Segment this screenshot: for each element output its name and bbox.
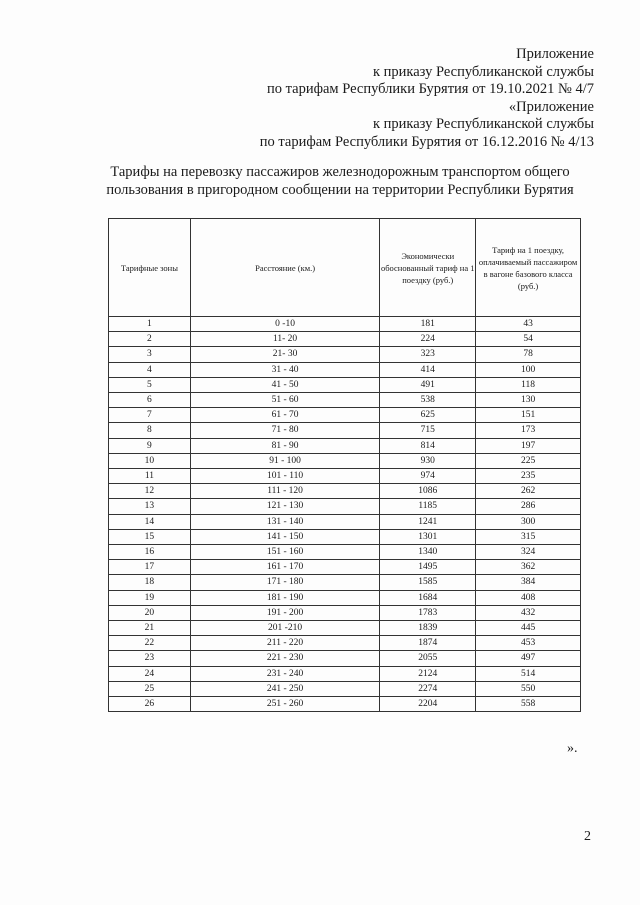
- passenger-tariff-cell: 558: [476, 697, 581, 712]
- order-date-line: по тарифам Республики Бурятия от 19.10.2021 № 4/7: [266, 81, 594, 97]
- passenger-tariff-cell: 432: [476, 605, 581, 620]
- economic-tariff-cell: 2124: [380, 666, 476, 681]
- economic-tariff-cell: 1340: [380, 545, 476, 560]
- zone-cell: 6: [109, 393, 191, 408]
- economic-tariff-cell: 2204: [380, 697, 476, 712]
- table-row: [109, 529, 581, 544]
- distance-cell: 21- 30: [190, 347, 379, 362]
- distance-cell: 91 - 100: [190, 453, 379, 468]
- table-row: [109, 362, 581, 377]
- passenger-tariff-cell: 173: [476, 423, 581, 438]
- table-row: [109, 651, 581, 666]
- table-row: [109, 560, 581, 575]
- column-header-distance: Расстояние (км.): [190, 219, 379, 317]
- passenger-tariff-cell: 130: [476, 393, 581, 408]
- economic-tariff-cell: 814: [380, 438, 476, 453]
- passenger-tariff-cell: 235: [476, 469, 581, 484]
- economic-tariff-cell: 181: [380, 317, 476, 332]
- zone-cell: 22: [109, 636, 191, 651]
- table-row: [109, 377, 581, 392]
- zone-cell: 2: [109, 332, 191, 347]
- economic-tariff-cell: 323: [380, 347, 476, 362]
- economic-tariff-cell: 2055: [380, 651, 476, 666]
- zone-cell: 3: [109, 347, 191, 362]
- distance-cell: 111 - 120: [190, 484, 379, 499]
- zone-cell: 7: [109, 408, 191, 423]
- economic-tariff-cell: 1874: [380, 636, 476, 651]
- economic-tariff-cell: 974: [380, 469, 476, 484]
- economic-tariff-cell: 2274: [380, 681, 476, 696]
- economic-tariff-cell: 491: [380, 377, 476, 392]
- passenger-tariff-cell: 497: [476, 651, 581, 666]
- distance-cell: 241 - 250: [190, 681, 379, 696]
- table-body: [109, 317, 581, 712]
- table-row: [109, 347, 581, 362]
- distance-cell: 51 - 60: [190, 393, 379, 408]
- distance-cell: 121 - 130: [190, 499, 379, 514]
- zone-cell: 10: [109, 453, 191, 468]
- zone-cell: 15: [109, 529, 191, 544]
- zone-cell: 25: [109, 681, 191, 696]
- distance-cell: 71 - 80: [190, 423, 379, 438]
- table-row: [109, 575, 581, 590]
- economic-tariff-cell: 414: [380, 362, 476, 377]
- economic-tariff-cell: 224: [380, 332, 476, 347]
- distance-cell: 61 - 70: [190, 408, 379, 423]
- distance-cell: 81 - 90: [190, 438, 379, 453]
- table-row: [109, 636, 581, 651]
- zone-cell: 23: [109, 651, 191, 666]
- closing-quote-mark: ».: [567, 741, 578, 756]
- table-row: [109, 438, 581, 453]
- table-row: [109, 514, 581, 529]
- distance-cell: 201 -210: [190, 621, 379, 636]
- distance-cell: 181 - 190: [190, 590, 379, 605]
- passenger-tariff-cell: 362: [476, 560, 581, 575]
- passenger-tariff-cell: 151: [476, 408, 581, 423]
- passenger-tariff-cell: 550: [476, 681, 581, 696]
- distance-cell: 131 - 140: [190, 514, 379, 529]
- zone-cell: 18: [109, 575, 191, 590]
- distance-cell: 31 - 40: [190, 362, 379, 377]
- passenger-tariff-cell: 225: [476, 453, 581, 468]
- distance-cell: 221 - 230: [190, 651, 379, 666]
- distance-cell: 151 - 160: [190, 545, 379, 560]
- order-reference-line: к приказу Республиканской службы: [372, 63, 594, 80]
- economic-tariff-cell: 1585: [380, 575, 476, 590]
- passenger-tariff-cell: 384: [476, 575, 581, 590]
- table-row: [109, 621, 581, 636]
- appendix-label: Приложение: [516, 46, 594, 62]
- zone-cell: 5: [109, 377, 191, 392]
- table-row: [109, 681, 581, 696]
- document-title: [60, 164, 620, 199]
- zone-cell: 1: [109, 317, 191, 332]
- economic-tariff-cell: 1783: [380, 605, 476, 620]
- table-row: [109, 499, 581, 514]
- zone-cell: 14: [109, 514, 191, 529]
- economic-tariff-cell: 1839: [380, 621, 476, 636]
- passenger-tariff-cell: 324: [476, 545, 581, 560]
- passenger-tariff-cell: 100: [476, 362, 581, 377]
- passenger-tariff-cell: 78: [476, 347, 581, 362]
- table-row: [109, 453, 581, 468]
- table-row: [109, 332, 581, 347]
- prior-appendix-label: «Приложение: [508, 98, 594, 115]
- passenger-tariff-cell: 315: [476, 529, 581, 544]
- economic-tariff-cell: 930: [380, 453, 476, 468]
- column-header-economic-tariff: Экономически обоснованный тариф на 1 поездку (руб.): [380, 219, 476, 317]
- economic-tariff-cell: 538: [380, 393, 476, 408]
- table-row: [109, 590, 581, 605]
- zone-cell: 8: [109, 423, 191, 438]
- table-row: [109, 697, 581, 712]
- zone-cell: 17: [109, 560, 191, 575]
- table-row: [109, 423, 581, 438]
- zone-cell: 11: [109, 469, 191, 484]
- economic-tariff-cell: 1185: [380, 499, 476, 514]
- distance-cell: 101 - 110: [190, 469, 379, 484]
- column-header-zones: Тарифные зоны: [109, 219, 191, 317]
- passenger-tariff-cell: 286: [476, 499, 581, 514]
- distance-cell: 0 -10: [190, 317, 379, 332]
- zone-cell: 21: [109, 621, 191, 636]
- distance-cell: 11- 20: [190, 332, 379, 347]
- table-header-row: [109, 219, 581, 317]
- economic-tariff-cell: 625: [380, 408, 476, 423]
- table-row: [109, 469, 581, 484]
- distance-cell: 231 - 240: [190, 666, 379, 681]
- prior-order-date-line: по тарифам Республики Бурятия от 16.12.2016 № 4/13: [259, 133, 594, 150]
- zone-cell: 4: [109, 362, 191, 377]
- zone-cell: 16: [109, 545, 191, 560]
- economic-tariff-cell: 1086: [380, 484, 476, 499]
- distance-cell: 171 - 180: [190, 575, 379, 590]
- table-row: [109, 393, 581, 408]
- table-row: [109, 666, 581, 681]
- table-row: [109, 317, 581, 332]
- passenger-tariff-cell: 54: [476, 332, 581, 347]
- table-row: [109, 408, 581, 423]
- title-line-2: пользования в пригородном сообщении на территории Республики Бурятия: [106, 181, 574, 198]
- zone-cell: 20: [109, 605, 191, 620]
- distance-cell: 191 - 200: [190, 605, 379, 620]
- tariff-table: [108, 218, 581, 712]
- economic-tariff-cell: 1301: [380, 529, 476, 544]
- column-header-passenger-tariff: Тариф на 1 поездку, оплачиваемый пассажиром в вагоне базового класса (руб.): [476, 219, 581, 317]
- economic-tariff-cell: 1684: [380, 590, 476, 605]
- passenger-tariff-cell: 300: [476, 514, 581, 529]
- zone-cell: 12: [109, 484, 191, 499]
- table-row: [109, 484, 581, 499]
- distance-cell: 41 - 50: [190, 377, 379, 392]
- passenger-tariff-cell: 43: [476, 317, 581, 332]
- page-number: 2: [584, 829, 591, 844]
- passenger-tariff-cell: 197: [476, 438, 581, 453]
- economic-tariff-cell: 1241: [380, 514, 476, 529]
- economic-tariff-cell: 1495: [380, 560, 476, 575]
- zone-cell: 26: [109, 697, 191, 712]
- passenger-tariff-cell: 453: [476, 636, 581, 651]
- passenger-tariff-cell: 408: [476, 590, 581, 605]
- distance-cell: 161 - 170: [190, 560, 379, 575]
- distance-cell: 141 - 150: [190, 529, 379, 544]
- table-row: [109, 605, 581, 620]
- passenger-tariff-cell: 262: [476, 484, 581, 499]
- table-row: [109, 545, 581, 560]
- passenger-tariff-cell: 514: [476, 666, 581, 681]
- prior-order-reference-line: к приказу Республиканской службы: [372, 116, 594, 132]
- zone-cell: 13: [109, 499, 191, 514]
- distance-cell: 251 - 260: [190, 697, 379, 712]
- zone-cell: 19: [109, 590, 191, 605]
- zone-cell: 9: [109, 438, 191, 453]
- title-line-1: Тарифы на перевозку пассажиров железнодорожным транспортом общего: [110, 164, 570, 180]
- distance-cell: 211 - 220: [190, 636, 379, 651]
- passenger-tariff-cell: 118: [476, 377, 581, 392]
- zone-cell: 24: [109, 666, 191, 681]
- passenger-tariff-cell: 445: [476, 621, 581, 636]
- economic-tariff-cell: 715: [380, 423, 476, 438]
